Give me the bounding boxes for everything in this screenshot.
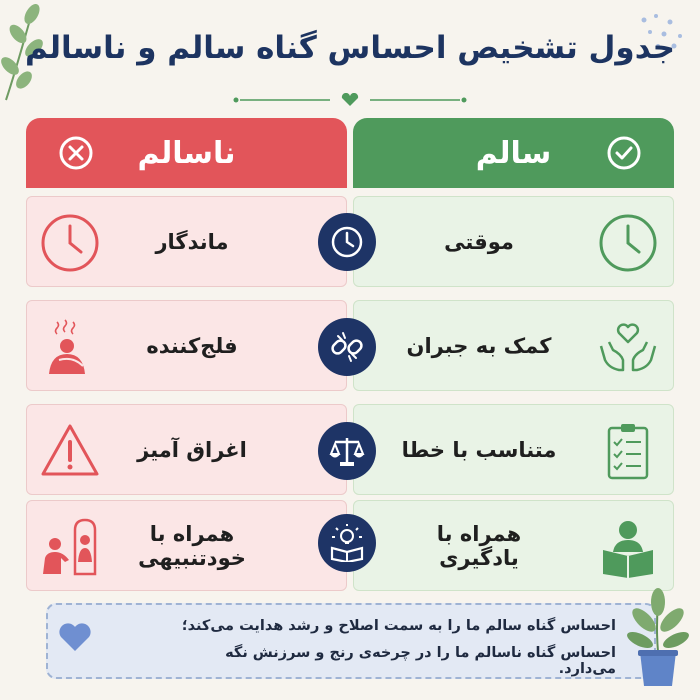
scales-badge-icon (318, 422, 376, 480)
unhealthy-row-label: ماندگار (155, 229, 229, 254)
mirror-person-icon (39, 516, 101, 578)
healthy-row-label: همراه با یادگیری (436, 521, 522, 570)
clock-badge-icon (318, 213, 376, 271)
clock-icon (597, 212, 659, 274)
checklist-clipboard-icon (597, 420, 659, 482)
hands-heart-icon (597, 316, 659, 378)
unhealthy-row-label: همراه با خودتنبیهی (138, 521, 246, 570)
reading-person-icon (597, 516, 659, 578)
bulb-book-badge-icon (318, 514, 376, 572)
footer-line-2: احساس گناه ناسالم ما را در چرخه‌ی رنج و سرزنش نگه می‌دارد. (225, 645, 616, 677)
potted-plant-decoration (618, 588, 698, 688)
cross-circle-icon (58, 135, 94, 171)
warning-triangle-icon (39, 420, 101, 482)
healthy-row-label: متناسب با خطا (401, 437, 557, 462)
healthy-row (353, 300, 674, 391)
footer-line-1: احساس گناه سالم ما را به سمت اصلاح و رشد هدایت می‌کند؛ (181, 618, 616, 634)
unhealthy-row (26, 404, 347, 495)
unhealthy-label: ناسالم (137, 135, 236, 171)
unhealthy-column-header (26, 118, 347, 188)
unhealthy-row (26, 196, 347, 287)
healthy-row-label: موقتی (444, 229, 514, 254)
healthy-row (353, 404, 674, 495)
distressed-person-icon (39, 316, 101, 378)
healthy-column-header (353, 118, 674, 188)
broken-chain-badge-icon (318, 318, 376, 376)
unhealthy-row (26, 300, 347, 391)
healthy-row-label: کمک به جبران (406, 333, 552, 358)
page-title: جدول تشخیص احساس گناه سالم و ناسالم (25, 30, 675, 66)
healthy-label: سالم (475, 135, 552, 171)
healthy-row (353, 196, 674, 287)
healthy-row (353, 500, 674, 591)
footer-note (46, 603, 656, 679)
check-circle-icon (606, 135, 642, 171)
heart-divider (230, 93, 470, 107)
unhealthy-row-label: فلج‌کننده (146, 333, 238, 358)
heart-icon (58, 622, 92, 652)
unhealthy-row-label: اغراق آمیز (137, 437, 247, 462)
clock-icon (39, 212, 101, 274)
unhealthy-row (26, 500, 347, 591)
